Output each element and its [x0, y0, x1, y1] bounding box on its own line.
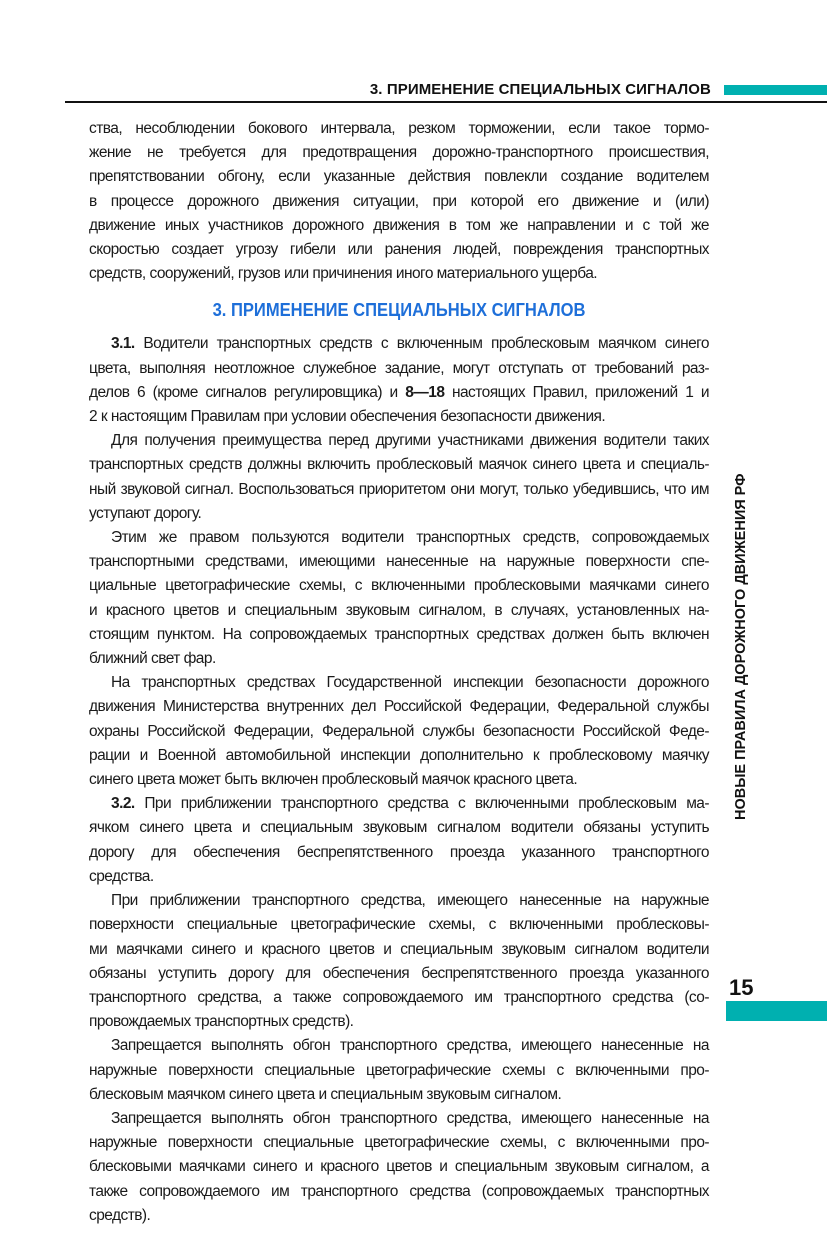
text-line: средств). — [89, 1206, 151, 1224]
clause-number: 3.2. — [111, 795, 135, 813]
text-fragment: Водители транспортных средств с включенным проблесковым маячком синего — [134, 335, 709, 353]
text-line: блесковыми маячками синего и красного цветов и специальным звуковым сигналом, а — [89, 1158, 709, 1176]
book-side-title: НОВЫЕ ПРАВИЛА ДОРОЖНОГО ДВИЖЕНИЯ РФ — [733, 473, 749, 820]
text-fragment: делов 6 (кроме сигналов регулировщика) и — [89, 383, 406, 401]
paragraph-3-2 — [89, 792, 709, 889]
paragraph — [89, 429, 709, 526]
text-line: Запрещается выполнять обгон транспортного средства, имеющего нанесенные на — [111, 1037, 709, 1055]
text-line: ства, несоблюдении бокового интервала, резком торможении, если такое тормо- — [89, 120, 709, 137]
text-line: рации и Военной автомобильной инспекции дополнительно к проблесковому маячку — [89, 746, 709, 764]
text-line: ближний свет фар. — [89, 650, 216, 668]
text-line: стоящим пунктом. На сопровождаемых транспортных средствах должен быть включен — [89, 625, 709, 643]
text-line: в процессе дорожного движения ситуации, при которой его движение и (или) — [89, 192, 709, 210]
text-fragment: настоящих Правил, приложений 1 и — [444, 383, 709, 401]
text-line: цвета, выполняя неотложное служебное задание, могут отступать от требований раз- — [89, 359, 709, 377]
running-head-title: 3. ПРИМЕНЕНИЕ СПЕЦИАЛЬНЫХ СИГНАЛОВ — [369, 81, 711, 98]
text-line: ный звуковой сигнал. Воспользоваться приоритетом они могут, только убедившись, что им — [89, 480, 709, 498]
page-accent-bar — [726, 1001, 827, 1021]
paragraph — [89, 889, 709, 1034]
text-line: поверхности специальные цветографические схемы, с включенными проблесковы- — [89, 916, 709, 934]
text-line — [89, 332, 709, 356]
text-line: уступают дорогу. — [89, 504, 202, 522]
running-head — [0, 78, 827, 104]
header-accent-bar — [724, 85, 827, 95]
text-line: На транспортных средствах Государственной инспекции безопасности дорожного — [111, 674, 709, 692]
text-line: и красного цветов и специальным звуковым сигналом, в случаях, установленных на- — [89, 601, 709, 619]
text-line: Запрещается выполнять обгон транспортного средства, имеющего нанесенные на — [111, 1109, 709, 1127]
text-line: транспортными средствами, имеющими нанесенные на наружные поверхности спе- — [89, 553, 709, 571]
text-line: синего цвета может быть включен проблесковый маячок красного цвета. — [89, 771, 578, 789]
text-line: 2 к настоящим Правилам при условии обеспечения безопасности движения. — [89, 408, 606, 426]
text-line: провождаемых транспортных средств). — [89, 1013, 354, 1031]
text-line: транспортного средства, а также сопровождаемого им транспортного средства (со- — [89, 988, 709, 1006]
text-line — [89, 381, 709, 405]
text-line: При приближении транспортного средства, имеющего нанесенные на наружные — [111, 892, 709, 910]
text-line: дорогу для обеспечения беспрепятственного проезда указанного транспортного — [89, 843, 709, 861]
page-number: 15 — [729, 975, 754, 1000]
text-line: жение не требуется для предотвращения дорожно-транспортного происшествия, — [89, 144, 709, 162]
text-line: препятствовании обгону, если указанные действия повлекли создание водителем — [89, 168, 709, 186]
bold-range: 8—18 — [405, 383, 445, 401]
paragraph-continuation — [89, 117, 709, 286]
text-line: транспортных средств должны включить проблесковый маячок синего цвета и специаль- — [89, 456, 709, 474]
paragraph — [89, 1034, 709, 1107]
clause-number: 3.1. — [111, 335, 135, 353]
text-line: средств, сооружений, грузов или причинения иного материального ущерба. — [89, 265, 598, 283]
body-text — [89, 117, 709, 1228]
text-line: наружные поверхности специальные цветографические схемы, с включенными про- — [89, 1134, 709, 1152]
text-line: движение иных участников дорожного движения в том же направлении и с той же — [89, 216, 709, 234]
paragraph — [89, 1107, 709, 1228]
section-heading: 3. ПРИМЕНЕНИЕ СПЕЦИАЛЬНЫХ СИГНАЛОВ — [212, 300, 586, 321]
text-line: движения Министерства внутренних дел Российской Федерации, Федеральной службы — [89, 698, 709, 716]
paragraph-3-1 — [89, 332, 709, 429]
text-line: скоростью создает угрозу гибели или ранения людей, повреждения транспортных — [89, 241, 709, 259]
text-line: циальные цветографические схемы, с включенными проблесковыми маячками синего — [89, 577, 709, 595]
text-line: ячком синего цвета и специальным звуковым сигналом водители обязаны уступить — [89, 819, 709, 837]
text-line: Этим же правом пользуются водители транспортных средств, сопровождаемых — [111, 529, 709, 547]
text-line: блесковым маячком синего цвета и специальным звуковым сигналом. — [89, 1085, 562, 1103]
text-line — [89, 792, 709, 816]
header-rule — [65, 101, 827, 103]
text-line: охраны Российской Федерации, Федеральной службы безопасности Российской Феде- — [89, 722, 709, 740]
text-line: средства. — [89, 867, 154, 885]
text-fragment: При приближении транспортного средства с включенными проблесковым ма- — [134, 795, 709, 813]
text-line: Для получения преимущества перед другими участниками движения водители таких — [111, 432, 709, 450]
text-line: также сопровождаемого им транспортного средства (сопровождаемых транспортных — [89, 1182, 709, 1200]
text-line: обязаны уступить дорогу для обеспечения беспрепятственного проезда указанного — [89, 964, 709, 982]
text-line: наружные поверхности специальные цветографические схемы с включенными про- — [89, 1061, 709, 1079]
paragraph — [89, 526, 709, 671]
text-line: ми маячками синего и красного цветов и специальным звуковым сигналом водители — [89, 940, 709, 958]
paragraph — [89, 671, 709, 792]
